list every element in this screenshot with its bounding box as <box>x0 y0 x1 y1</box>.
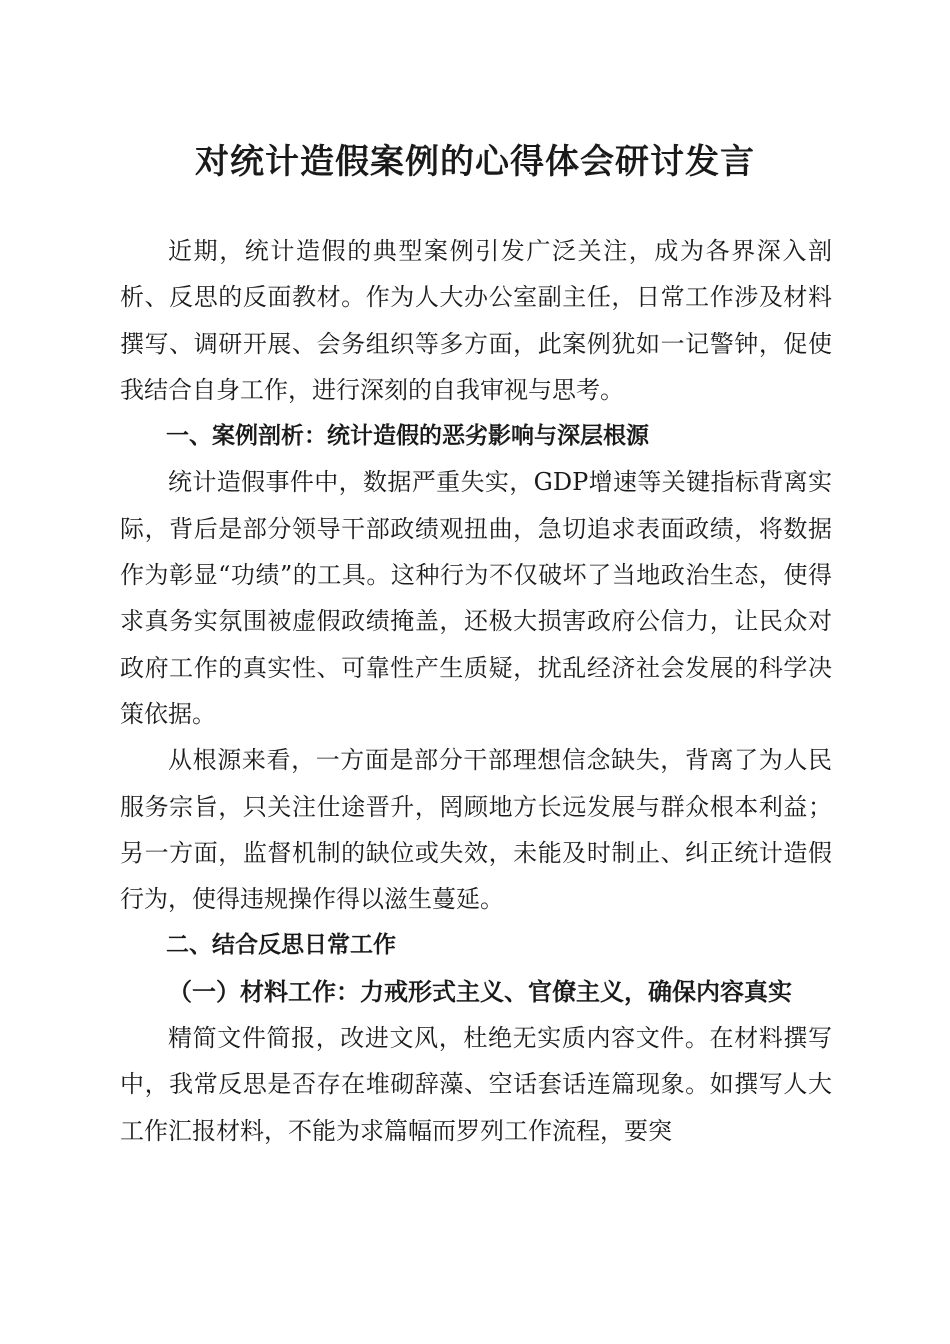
paragraph-material-work: 精简文件简报，改进文风，杜绝无实质内容文件。在材料撰写中，我常反思是否存在堆砌辞藻、空话套话连篇现象。如撰写人大工作汇报材料，不能为求篇幅而罗列工作流程，要突 <box>120 1024 832 1145</box>
subsection-heading-1: （一）材料工作：力戒形式主义、官僚主义，确保内容真实 <box>168 976 792 1006</box>
document-title: 对统计造假案例的心得体会研讨发言 <box>195 142 755 182</box>
section-heading-1: 一、案例剖析：统计造假的恶劣影响与深层根源 <box>166 423 649 450</box>
paragraph-case-impact: 统计造假事件中，数据严重失实，GDP增速等关键指标背离实际，背后是部分领导干部政绩观扭曲，急切追求表面政绩，将数据作为彰显“功绩”的工具。这种行为不仅破坏了当地政治生态，使得求真务实氛围被虚假政绩掩盖，还极大损害政府公信力，让民众对政府工作的真实性、可靠性产生质疑，扰乱经济社会发展的科学决策依据。 <box>120 468 832 728</box>
document-body <box>120 228 832 1154</box>
section-heading-2: 二、结合反思日常工作 <box>166 932 396 959</box>
paragraph-intro: 近期，统计造假的典型案例引发广泛关注，成为各界深入剖析、反思的反面教材。作为人大办公室副主任，日常工作涉及材料撰写、调研开展、会务组织等多方面，此案例犹如一记警钟，促使我结合自身工作，进行深刻的自我审视与思考。 <box>120 237 832 404</box>
paragraph-root-causes: 从根源来看，一方面是部分干部理想信念缺失，背离了为人民服务宗旨，只关注仕途晋升，罔顾地方长远发展与群众根本利益；另一方面，监督机制的缺位或失效，未能及时制止、纠正统计造假行为，使得违规操作得以滋生蔓延。 <box>120 746 832 914</box>
